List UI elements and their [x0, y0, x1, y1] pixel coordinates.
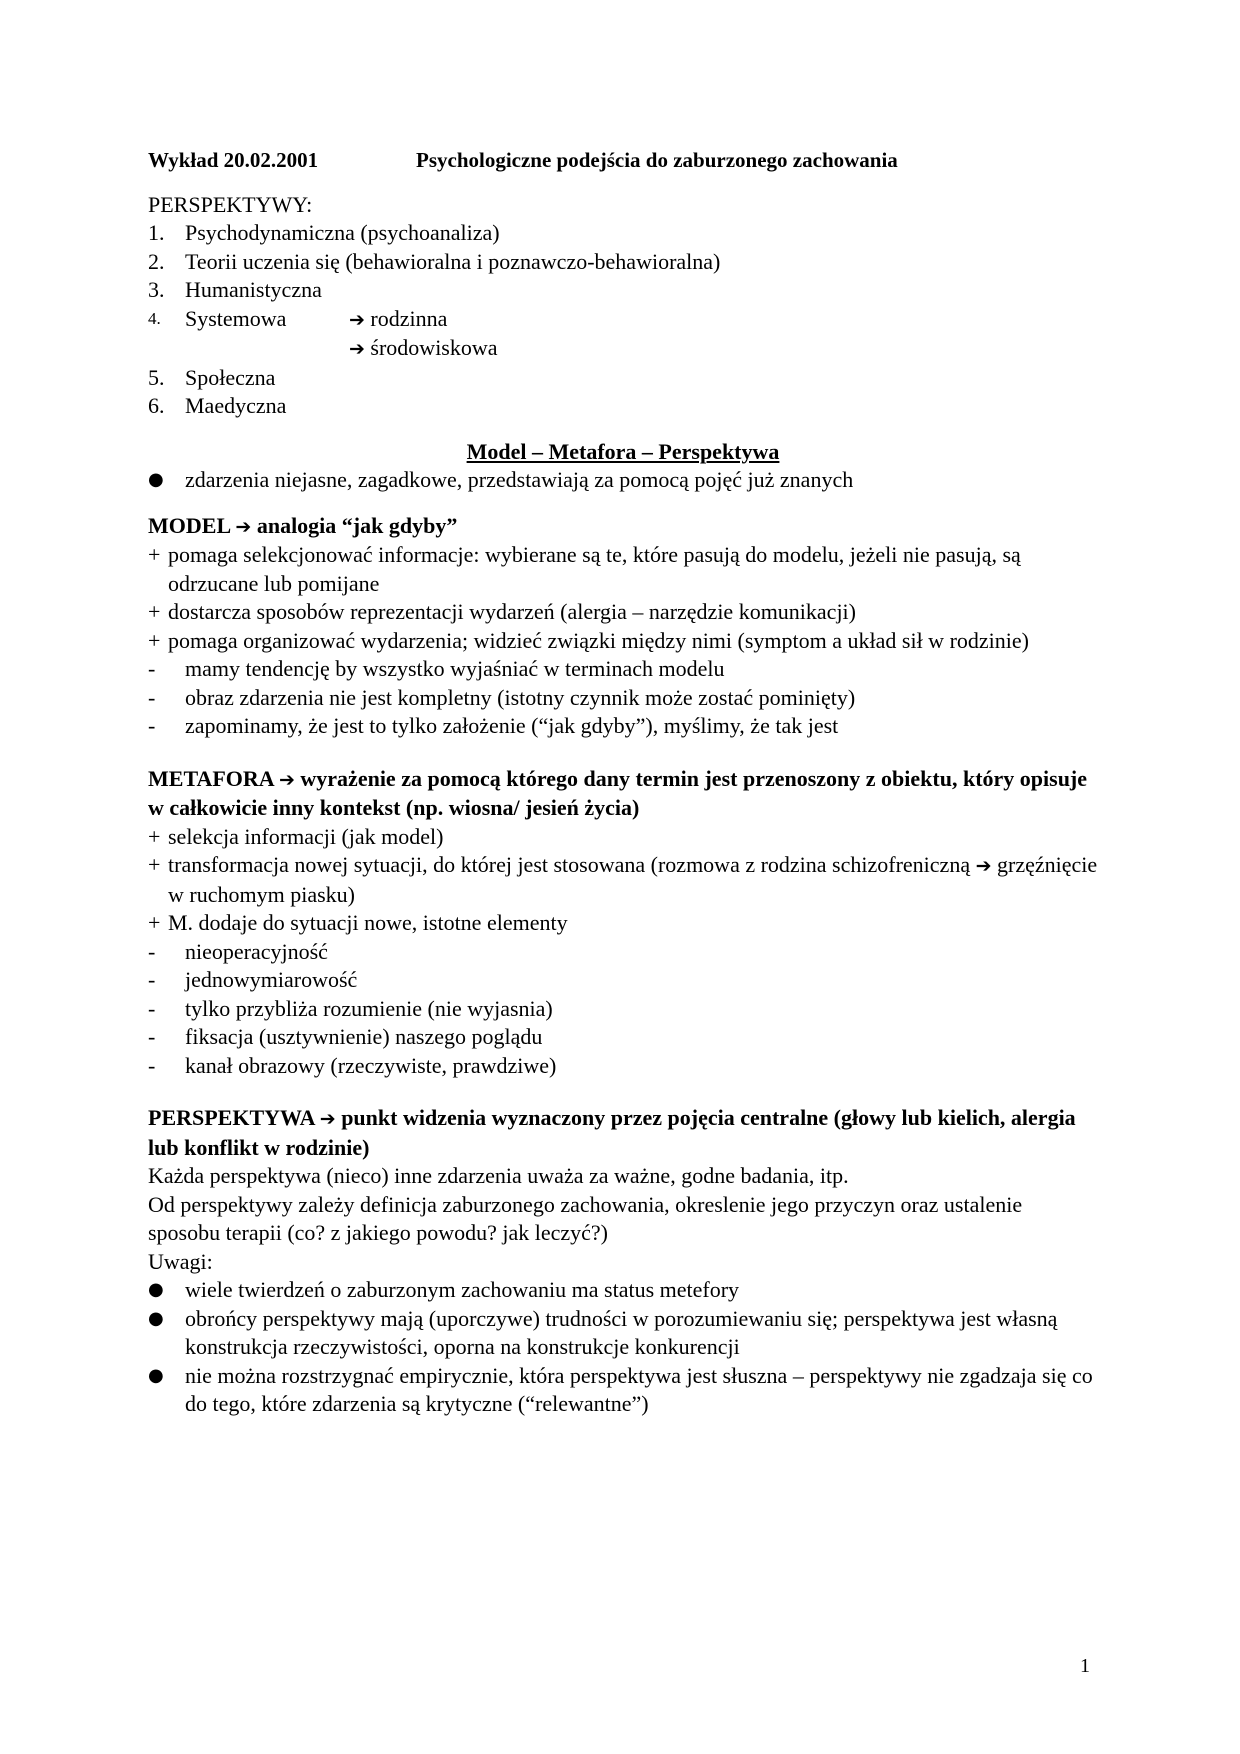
minus-item: - obraz zdarzenia nie jest kompletny (istotny czynnik może zostać pominięty) — [148, 684, 856, 710]
list-item: 5. Społeczna — [148, 364, 276, 390]
plus-item: + pomaga organizować wydarzenia; widzieć związki między nimi (symptom a układ sił w rodzinie) — [148, 627, 1029, 653]
bullet-item: ● zdarzenia niejasne, zagadkowe, przedstawiają za pomocą pojęć już znanych — [148, 466, 1098, 495]
minus-item: - zapominamy, że jest to tylko założenie (“jak gdyby”), myślimy, że tak jest — [148, 713, 839, 738]
list-item: 4. Systemowa ➔ rodzinna — [148, 305, 448, 331]
perspectives-heading: PERSPEKTYWY: — [148, 191, 313, 217]
page-number: 1 — [1080, 1655, 1090, 1677]
bullet-icon: ● — [148, 1364, 164, 1386]
list-item: 2. Teorii uczenia się (behawioralna i poznawczo-behawioralna) — [148, 248, 721, 274]
list-item: 1. Psychodynamiczna (psychoanaliza) — [148, 220, 500, 245]
bullet-item: ● nie można rozstrzygnać empirycznie, która perspektywa jest słuszna – perspektywy nie zgadzaja się co do tego, które zdarzenia są krytyczne (“relewantne”) — [148, 1362, 1098, 1419]
minus-item: - jednowymiarowość — [148, 967, 358, 992]
bullet-item: ● wiele twierdzeń o zaburzonym zachowaniu ma status metefory — [148, 1276, 1098, 1305]
lecture-header — [148, 146, 1098, 175]
arrow-right-icon: ➔ — [319, 1108, 336, 1130]
plus-item: + pomaga selekcjonować informacje: wybierane są te, które pasują do modelu, jeżeli nie pasują, są odrzucane lub pomijane — [148, 542, 1021, 596]
model-heading: MODEL ➔ analogia “jak gdyby” — [148, 512, 458, 538]
bullet-item: ● obrońcy perspektywy mają (uporczywe) trudności w porozumiewaniu się; perspektywa jest własną konstrukcja rzeczywistości, oporna na konstrukcje konkurencji — [148, 1305, 1098, 1362]
lecture-date: Wykład 20.02.2001 — [148, 148, 319, 172]
bullet-icon: ● — [148, 469, 164, 490]
section-title: Model – Metafora – Perspektywa — [466, 438, 780, 464]
minus-item: - tylko przybliża rozumienie (nie wyjasnia) — [148, 995, 553, 1021]
minus-item: - fiksacja (usztywnienie) naszego poglądu — [148, 1024, 543, 1049]
minus-item: - mamy tendencję by wszystko wyjaśniać w terminach modelu — [148, 656, 725, 681]
paragraph: Od perspektywy zależy definicja zaburzonego zachowania, okreslenie jego przyczyn oraz ustalenie sposobu terapii (co? z jakiego powodu? jak leczyć?) — [148, 1191, 1023, 1245]
arrow-right-icon: ➔ — [278, 768, 295, 791]
bullet-icon: ● — [148, 1279, 164, 1300]
bullet-icon: ● — [148, 1307, 164, 1329]
paragraph: Każda perspektywa (nieco) inne zdarzenia uważa za ważne, godne badania, itp. — [148, 1163, 849, 1188]
arrow-right-icon: ➔ — [235, 515, 252, 538]
document-page — [148, 146, 1098, 1419]
arrow-right-icon: ➔ — [349, 338, 365, 360]
plus-item: + dostarcza sposobów reprezentacji wydarzeń (alergia – narzędzie komunikacji) — [148, 599, 856, 624]
list-subitem: ➔ środowiskowa — [349, 335, 498, 360]
arrow-right-icon: ➔ — [349, 308, 365, 331]
minus-item: - nieoperacyjność — [148, 938, 328, 964]
plus-item: + transformacja nowej sytuacji, do której jest stosowana (rozmowa z rodzina schizofreniczną ➔ grzęźnięcie w ruchomym piasku) — [148, 852, 1098, 907]
list-item: 3. Humanistyczna — [148, 277, 322, 302]
plus-item: + M. dodaje do sytuacji nowe, istotne elementy — [148, 910, 568, 935]
lecture-title: Psychologiczne podejścia do zaburzonego zachowania — [416, 148, 898, 172]
plus-item: + selekcja informacji (jak model) — [148, 823, 444, 849]
list-item: 6. Maedyczna — [148, 393, 287, 418]
metafora-heading: METAFORA ➔ wyrażenie za pomocą którego dany termin jest przenoszony z obiektu, który opisuje w całkowicie inny kontekst (np. wiosna/ jesień życia) — [148, 765, 1088, 820]
notes-heading: Uwagi: — [148, 1248, 213, 1274]
arrow-right-icon: ➔ — [975, 855, 992, 877]
perspektywa-heading: PERSPEKTYWA ➔ punkt widzenia wyznaczony przez pojęcia centralne (głowy lub kielich, alergia lub konflikt w rodzinie) — [148, 1105, 1076, 1160]
minus-item: - kanał obrazowy (rzeczywiste, prawdziwe) — [148, 1052, 557, 1078]
